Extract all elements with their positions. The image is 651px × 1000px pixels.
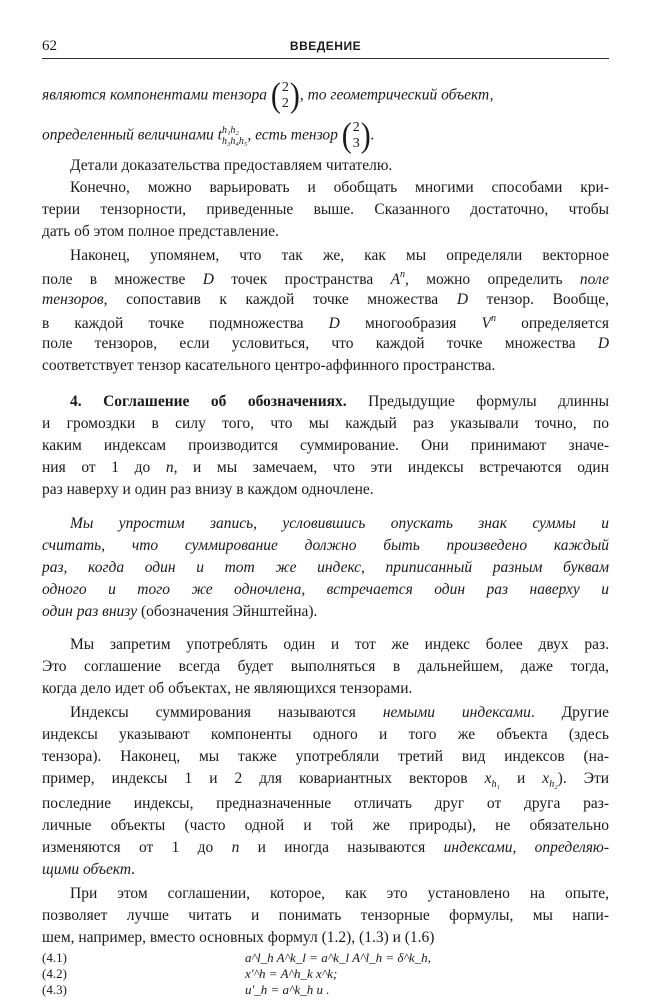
math-symbol: n	[231, 839, 240, 856]
text-fragment: , то геометрический объект,	[299, 86, 494, 104]
text-fragment: Индексы суммирования называются	[70, 704, 356, 721]
italic-term: тензоров	[42, 291, 104, 308]
text-fragment: Предыдущие формулы длинны	[368, 393, 609, 410]
text-fragment: являются компонентами тензора	[42, 86, 267, 104]
equation-number: (4.3)	[42, 982, 67, 997]
text-fragment: . Другие	[530, 704, 609, 721]
running-title: ВВЕДЕНИЕ	[289, 39, 362, 53]
text-fragment: ния от 1 до	[42, 459, 151, 476]
text-fragment: .	[131, 861, 135, 878]
text-fragment: (обозначения Эйнштейна).	[141, 603, 318, 620]
section-4-line: и громоздки в силу того, что мы каждый раз указывали точно, по	[42, 415, 609, 432]
equation-4-2: x'^h = A^h_k x^k;	[245, 966, 338, 981]
text-fragment: , сопоставив к каждой точке множества	[103, 291, 439, 308]
italic-term: щими объект	[42, 861, 132, 878]
text-fragment: изменяются от 1 до	[42, 839, 214, 856]
tensor-type-bottom: 2	[281, 96, 289, 111]
math-subscript: h₁	[491, 779, 500, 790]
paragraph-7-line: При этом соглашении, которое, как это установлено на опыте,	[70, 885, 609, 902]
paragraph-2-line: терии тензорности, приведенные выше. Сказанного достаточно, чтобы	[42, 201, 609, 218]
paragraph-6-line: последние индексы, предназначенные отличать друг от друга раз-	[42, 795, 609, 812]
paragraph-5-line: когда дело идет об объектах, не являющихся тензорами.	[42, 680, 413, 697]
page-number: 62	[42, 38, 57, 54]
math-symbol: V	[481, 315, 491, 332]
math-symbol: x	[484, 770, 492, 787]
paragraph-6-line	[70, 704, 609, 722]
math-symbol: D	[202, 271, 214, 288]
tensor-type-bottom: 3	[352, 136, 360, 151]
text-fragment: , и мы замечаем, что эти индексы встречаются один	[173, 459, 609, 476]
paragraph-6-line	[42, 770, 609, 790]
tensor-line-1	[42, 76, 494, 115]
left-paren-icon: (	[270, 76, 281, 115]
paragraph-1: Детали доказательства предоставляем читателю.	[70, 157, 393, 174]
math-symbol: n	[165, 459, 174, 476]
left-paren-icon: (	[341, 116, 352, 155]
paragraph-3-line	[42, 291, 609, 309]
paragraph-6-line: индексы указывают компоненты одного и того же объекта (здесь	[42, 726, 609, 743]
tensor-line-2	[42, 116, 375, 155]
paragraph-2-line: Конечно, можно варьировать и обобщать многими способами кри-	[70, 179, 609, 196]
paragraph-6-line: тензора). Наконец, мы также употребляли третий вид индексов (на-	[42, 748, 609, 765]
tensor-type-top: 2	[281, 80, 289, 95]
paragraph-6-line	[42, 861, 135, 879]
tensor-type	[282, 80, 289, 112]
math-symbol: x	[542, 770, 550, 787]
convention-rule-line: Мы упростим запись, условившись опускать знак суммы и	[70, 515, 609, 532]
text-fragment: ). Эти	[557, 770, 610, 787]
equation-4-1: a^l_h A^k_l = a^k_l A^l_h = δ^k_h,	[245, 950, 431, 965]
paragraph-3-line	[42, 313, 609, 333]
text-fragment: .	[370, 126, 375, 144]
text-fragment: определенный величинами t	[42, 126, 222, 144]
math-symbol: D	[597, 335, 610, 352]
text-fragment: и	[516, 770, 526, 787]
equation-number: (4.2)	[42, 966, 67, 981]
section-4-line	[70, 393, 609, 411]
text-fragment: , можно определить	[405, 271, 563, 288]
convention-rule-line	[42, 603, 609, 621]
upper-indices: h₁h₂	[221, 125, 239, 136]
italic-term: один раз внизу	[42, 603, 138, 620]
tensor-type-top: 2	[352, 120, 360, 135]
tensor-type	[353, 120, 360, 152]
section-4-line: раз наверху и один раз внизу в каждом одночлене.	[42, 481, 374, 498]
text-fragment: поле тензоров, если условиться, что каждой точке множества	[42, 335, 576, 352]
math-symbol: D	[328, 315, 340, 332]
paragraph-3-line	[42, 269, 609, 289]
math-symbol: A	[390, 271, 401, 288]
paragraph-5-line: Мы запретим употреблять один и тот же индекс более двух раз.	[70, 636, 609, 653]
index-stack	[222, 125, 247, 147]
text-fragment: пример, индексы 1 и 2 для ковариантных векторов	[42, 770, 468, 787]
text-fragment: точек пространства	[231, 271, 374, 288]
italic-term: немыми индексами	[382, 704, 531, 721]
page-header	[42, 36, 609, 60]
paragraph-5-line: Это соглашение всегда будет выполняться в дальнейшем, даже тогда,	[42, 658, 609, 675]
paragraph-6-line: личные объекты (часто одной и той же природы), не обязательно	[42, 817, 609, 834]
math-superscript: n	[400, 269, 406, 280]
header-rule	[42, 58, 609, 59]
convention-rule-line: раз, когда один и тот же индекс, приписанный разным буквам	[42, 559, 609, 576]
text-fragment: в каждой точке подмножества	[42, 315, 304, 332]
math-superscript: n	[490, 313, 496, 324]
section-4-line: каким индексам производится суммирование. Они принимают значе-	[42, 437, 609, 454]
text-fragment: поле в множестве	[42, 271, 186, 288]
italic-term: поле	[579, 271, 610, 288]
lower-indices: h₃h₄h₅	[221, 136, 248, 147]
section-title: 4. Соглашение об обозначениях.	[70, 393, 347, 410]
math-symbol: D	[456, 291, 469, 308]
paragraph-6-line	[42, 839, 609, 857]
equation-4-3: u'_h = a^k_h u .	[245, 982, 330, 997]
paragraph-2-line: дать об этом полное представление.	[42, 223, 279, 240]
convention-rule-line: считать, что суммирование должно быть произведено каждый	[42, 537, 609, 554]
text-fragment: многообразия	[364, 315, 457, 332]
math-subscript: h₂	[549, 779, 558, 790]
paragraph-3-line	[42, 335, 609, 353]
paragraph-3-line: соответствует тензор касательного центро-аффинного пространства.	[42, 357, 496, 374]
paragraph-7-line: шем, например, вместо основных формул (1.2), (1.3) и (1.6)	[42, 929, 435, 946]
paragraph-7-line: позволяет лучше читать и понимать тензорные формулы, мы напи-	[42, 907, 609, 924]
paragraph-3-line: Наконец, упомянем, что так же, как мы определяли векторное	[70, 247, 609, 264]
equation-number: (4.1)	[42, 950, 67, 965]
text-fragment: и иногда называются	[257, 839, 426, 856]
right-paren-icon: )	[289, 76, 300, 115]
text-fragment: , есть тензор	[247, 126, 338, 144]
section-4-line	[42, 459, 609, 477]
text-fragment: тензор. Вообще,	[486, 291, 610, 308]
right-paren-icon: )	[360, 116, 371, 155]
italic-term: индексами, определяю-	[443, 839, 610, 856]
text-fragment: определяется	[521, 315, 610, 332]
convention-rule-line: одного и того же одночлена, встречается один раз наверху и	[42, 581, 609, 598]
